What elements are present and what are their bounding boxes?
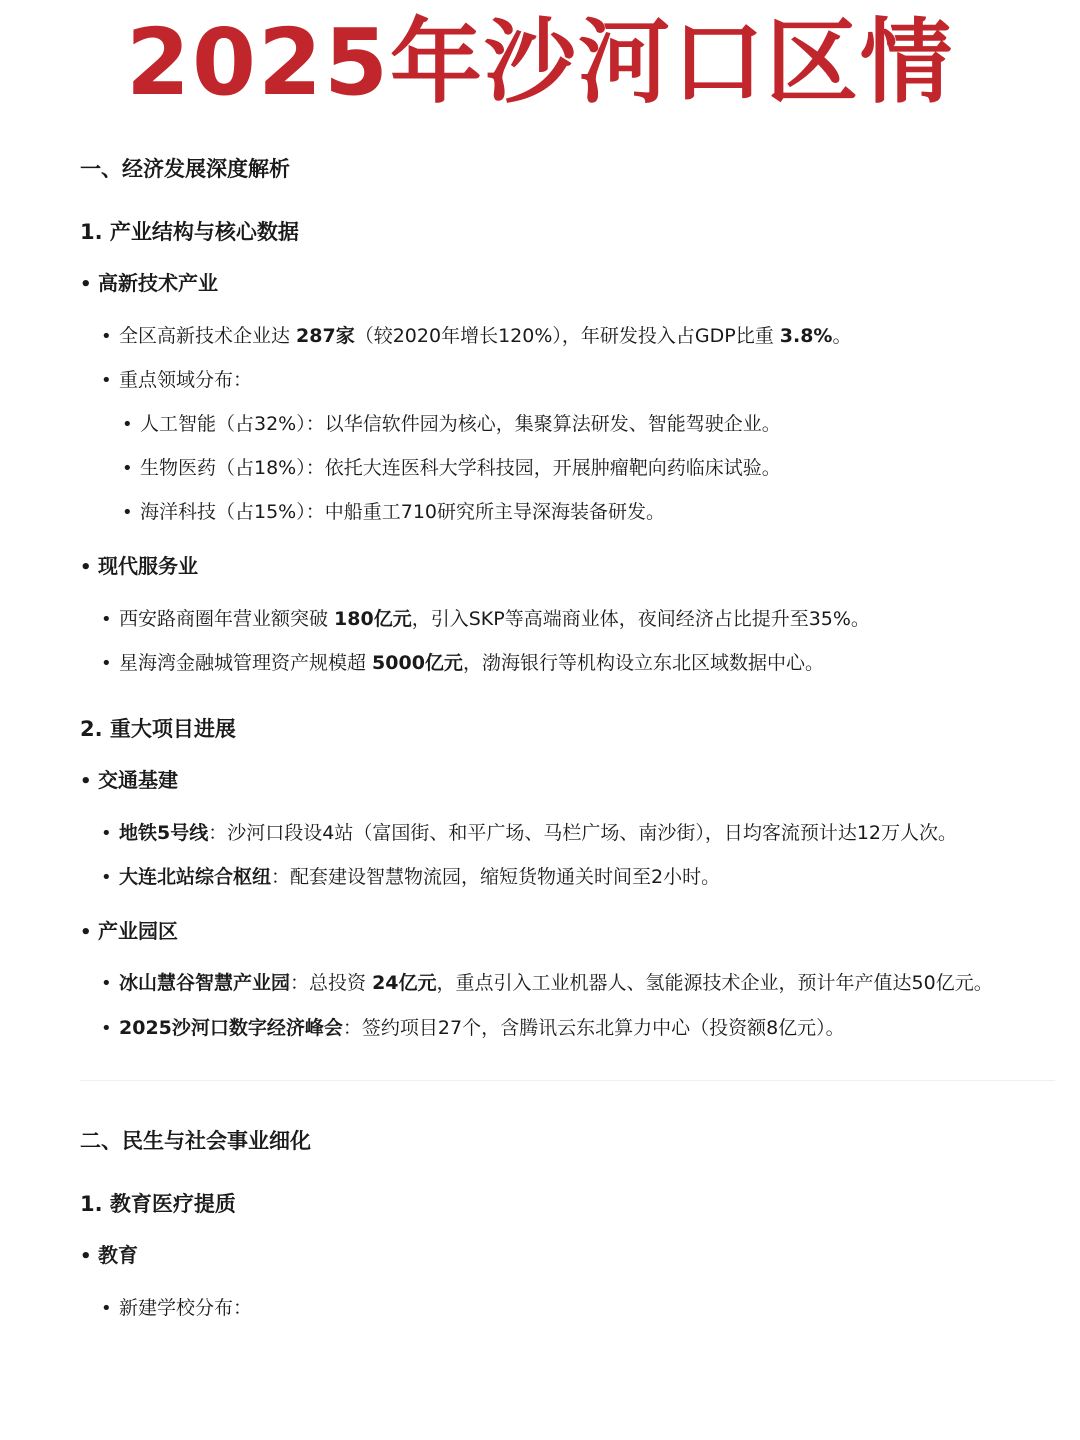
section-divider [80,1080,1055,1081]
category-park: • 产业园区 [80,919,178,943]
list-item-xianlu: • 西安路商圈年营业额突破 180亿元，引入SKP等高端商业体，夜间经济占比提升至35%。 [101,608,870,630]
category-label: 高新技术产业 [98,271,218,295]
list-item-key-fields: • 重点领域分布： [101,369,253,391]
bullet-dot: • [80,274,92,295]
list-item-ocean: • 海洋科技（占15%）：中船重工710研究所主导深海装备研发。 [122,501,665,523]
list-item-bingshan: • 冰山慧谷智慧产业园：总投资 24亿元，重点引入工业机器人、氢能源技术企业，预计年产值达50亿元。 [101,972,993,994]
list-item-new-schools: • 新建学校分布： [101,1297,253,1319]
subsection-industry-structure: 1. 产业结构与核心数据 [80,220,299,244]
list-item-summit: • 2025沙河口数字经济峰会：签约项目27个，含腾讯云东北算力中心（投资额8亿元）。 [101,1017,845,1039]
section-heading-livelihood: 二、民生与社会事业细化 [80,1129,311,1153]
list-item-north-station: • 大连北站综合枢纽：配套建设智慧物流园，缩短货物通关时间至2小时。 [101,866,721,888]
page-title: 2025年沙河口区情 [125,9,955,116]
section-heading-economy: 一、经济发展深度解析 [80,157,290,181]
list-item-hightech-count: • 全区高新技术企业达 287家（较2020年增长120%），年研发投入占GDP比重 3.8%。 [101,325,852,347]
list-item-ai: • 人工智能（占32%）：以华信软件园为核心，集聚算法研发、智能驾驶企业。 [122,413,781,435]
category-service: • 现代服务业 [80,554,198,578]
category-hightech [80,267,218,296]
category-traffic: • 交通基建 [80,768,178,792]
list-item-bio: • 生物医药（占18%）：依托大连医科大学科技园，开展肿瘤靶向药临床试验。 [122,457,781,479]
list-item-xinghaiwan: • 星海湾金融城管理资产规模超 5000亿元，渤海银行等机构设立东北区域数据中心。 [101,652,824,674]
subsection-education-health: 1. 教育医疗提质 [80,1192,236,1216]
list-item-metro: • 地铁5号线：沙河口段设4站（富国街、和平广场、马栏广场、南沙街），日均客流预计达12万人次。 [101,822,958,844]
subsection-major-projects: 2. 重大项目进展 [80,717,236,741]
category-education: • 教育 [80,1243,138,1267]
